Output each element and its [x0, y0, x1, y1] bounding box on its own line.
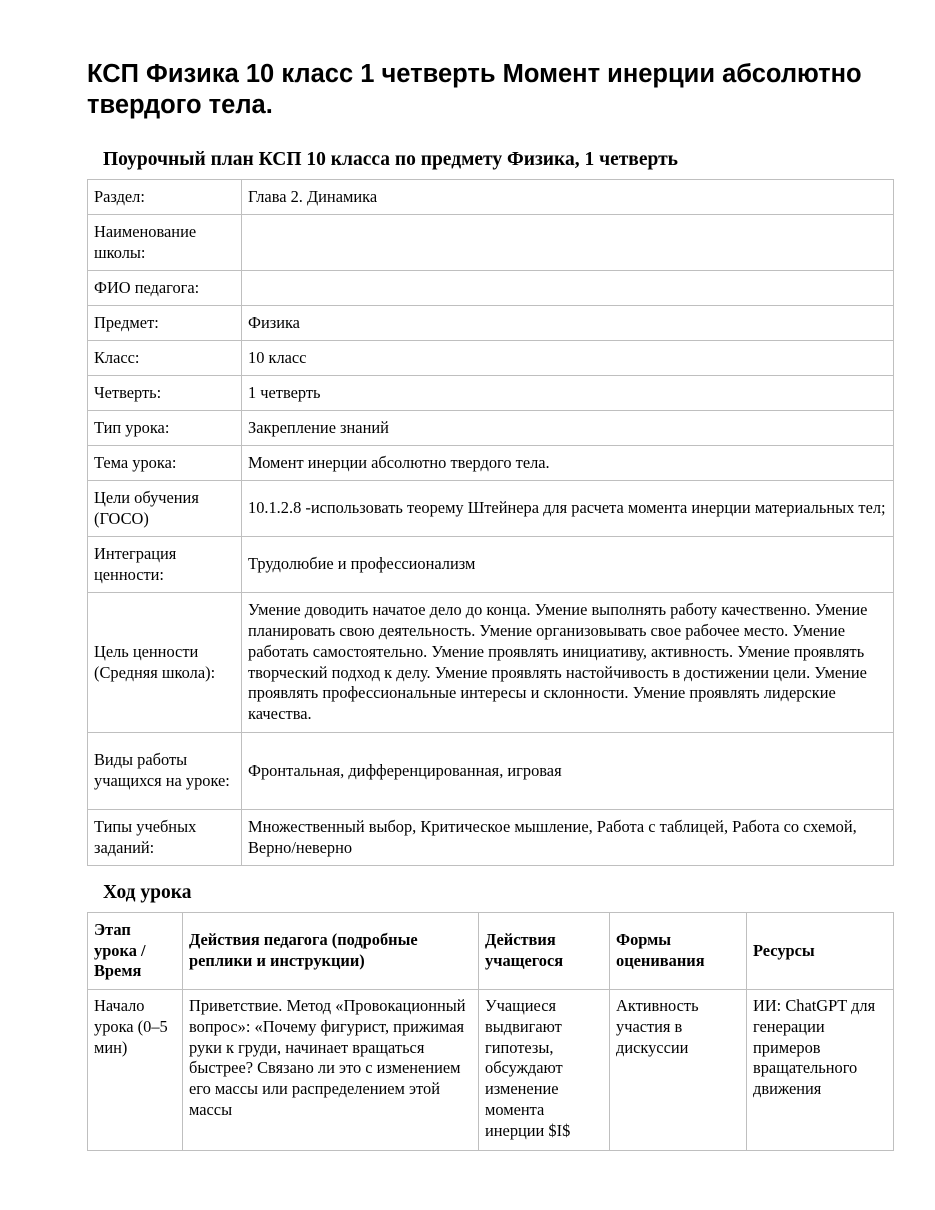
plan-value: Умение доводить начатое дело до конца. Умение выполнять работу качественно. Умение планировать свою деятельность. Умение организовывать свое рабочее место. Умение работать самостоятельно. Умение проявлять инициативу, активность. Умение проявлять творческий подход к делу. Умение проявлять настойчивость в достижении цели. Умение проявлять профессиональные интересы и склонности. Умение проявлять лидерские качества. [242, 593, 894, 733]
plan-label: Типы учебных заданий: [88, 810, 242, 866]
header-student-actions: Действия учащегося [479, 913, 610, 990]
plan-value [242, 215, 894, 271]
header-assessment: Формы оценивания [610, 913, 747, 990]
plan-heading: Поурочный план КСП 10 класса по предмету Физика, 1 четверть [103, 149, 678, 170]
lesson-stage: Начало урока (0–5 мин) [88, 990, 183, 1151]
plan-row-work-types [88, 733, 894, 810]
plan-row-section [88, 180, 894, 215]
plan-value: Физика [242, 306, 894, 341]
plan-value: Фронтальная, дифференцированная, игровая [242, 733, 894, 810]
header-resources: Ресурсы [747, 913, 894, 990]
plan-row-subject [88, 306, 894, 341]
plan-label: Тема урока: [88, 446, 242, 481]
plan-row-lesson-type [88, 411, 894, 446]
plan-row-quarter [88, 376, 894, 411]
plan-row-task-types [88, 810, 894, 866]
plan-value: Трудолюбие и профессионализм [242, 537, 894, 593]
lesson-resources: ИИ: ChatGPT для генерации примеров вращательного движения [747, 990, 894, 1151]
plan-value: Множественный выбор, Критическое мышление, Работа с таблицей, Работа со схемой, Верно/неверно [242, 810, 894, 866]
lesson-heading: Ход урока [103, 882, 192, 903]
plan-value: 10.1.2.8 -использовать теорему Штейнера для расчета момента инерции материальных тел; [242, 481, 894, 537]
document-title: КСП Физика 10 класс 1 четверть Момент инерции абсолютно твердого тела. [87, 60, 862, 119]
plan-row-value-integration [88, 537, 894, 593]
lesson-student-actions: Учащиеся выдвигают гипотезы, обсуждают изменение момента инерции $I$ [479, 990, 610, 1151]
plan-label: ФИО педагога: [88, 271, 242, 306]
lesson-row [88, 990, 894, 1151]
plan-row-lesson-topic [88, 446, 894, 481]
plan-label: Цель ценности (Средняя школа): [88, 593, 242, 733]
plan-value [242, 271, 894, 306]
lesson-header-row [88, 913, 894, 990]
plan-value: Момент инерции абсолютно твердого тела. [242, 446, 894, 481]
plan-row-teacher-name [88, 271, 894, 306]
plan-value: Глава 2. Динамика [242, 180, 894, 215]
plan-label: Цели обучения (ГОСО) [88, 481, 242, 537]
header-stage: Этап урока / Время [88, 913, 183, 990]
plan-value: 1 четверть [242, 376, 894, 411]
plan-label: Виды работы учащихся на уроке: [88, 733, 242, 810]
plan-value: Закрепление знаний [242, 411, 894, 446]
plan-label: Интеграция ценности: [88, 537, 242, 593]
plan-value: 10 класс [242, 341, 894, 376]
lesson-assessment: Активность участия в дискуссии [610, 990, 747, 1151]
plan-row-learning-goals [88, 481, 894, 537]
plan-row-grade [88, 341, 894, 376]
plan-label: Предмет: [88, 306, 242, 341]
lesson-table [87, 912, 894, 1151]
plan-table [87, 179, 894, 866]
plan-row-school [88, 215, 894, 271]
plan-label: Раздел: [88, 180, 242, 215]
plan-label: Наименование школы: [88, 215, 242, 271]
header-teacher-actions: Действия педагога (подробные реплики и инструкции) [183, 913, 479, 990]
plan-label: Класс: [88, 341, 242, 376]
plan-label: Четверть: [88, 376, 242, 411]
lesson-teacher-actions: Приветствие. Метод «Провокационный вопрос»: «Почему фигурист, прижимая руки к груди, начинает вращаться быстрее? Связано ли это с изменением его массы или распределением этой массы [183, 990, 479, 1151]
plan-label: Тип урока: [88, 411, 242, 446]
plan-row-value-goal [88, 593, 894, 733]
